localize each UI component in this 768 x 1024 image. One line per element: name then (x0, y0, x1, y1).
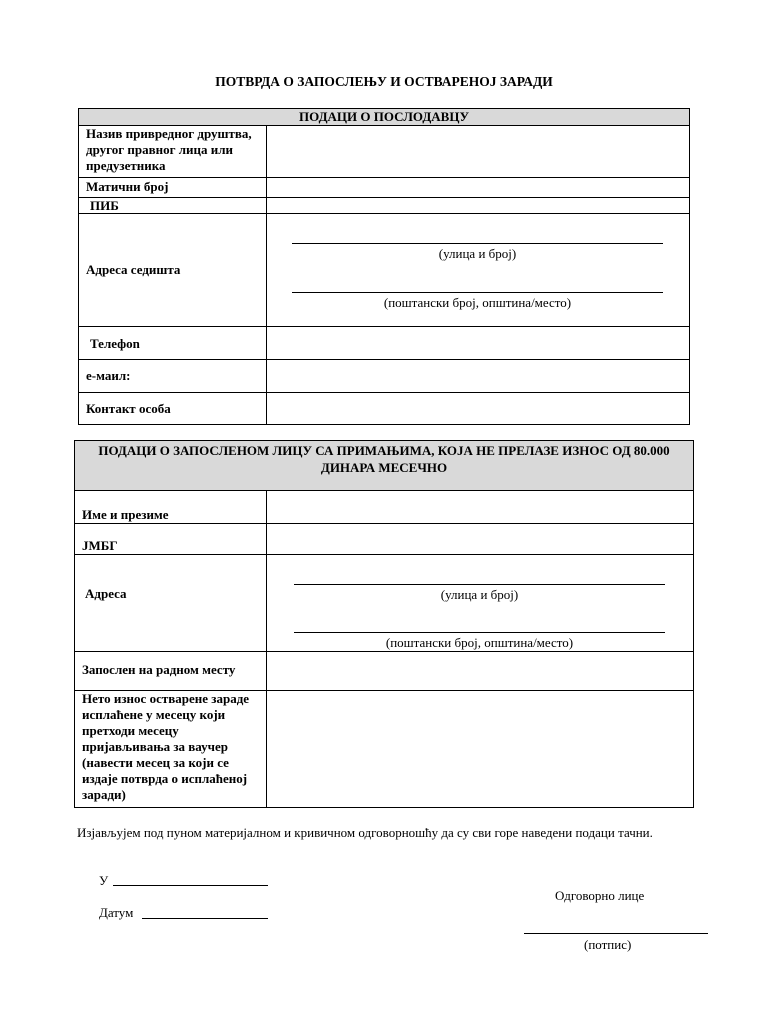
employee-postal-caption: (поштански број, општина/место) (385, 635, 574, 650)
net-salary-field[interactable] (267, 691, 692, 807)
job-position-label: Запослен на радном месту (82, 662, 236, 677)
signature-line[interactable] (524, 933, 708, 934)
employee-name-field[interactable] (267, 492, 692, 523)
employer-postal-line[interactable] (292, 292, 663, 293)
employee-postal-line[interactable] (294, 632, 665, 633)
email-field[interactable] (267, 360, 688, 392)
registration-number-field[interactable] (267, 178, 688, 197)
row-divider (75, 554, 693, 555)
employer-postal-caption: (поштански број, општина/место) (383, 295, 572, 310)
employer-street-line[interactable] (292, 243, 663, 244)
employee-street-caption: (улица и број) (440, 587, 519, 602)
place-label: У (99, 873, 109, 888)
company-name-field[interactable] (267, 126, 688, 177)
jmbg-label: ЈМБГ (82, 538, 118, 553)
employee-address-label: Адреса (85, 586, 127, 601)
employee-table (74, 440, 694, 808)
phone-label: Телефоn (90, 336, 140, 351)
date-label: Датум (99, 905, 134, 920)
tax-id-field[interactable] (267, 198, 688, 213)
company-name-label: Назив привредног друштва, другог правног лица или предузетника (86, 126, 252, 173)
phone-field[interactable] (267, 327, 688, 359)
registration-number-label: Матични број (86, 179, 169, 194)
document-title: ПОТВРДА О ЗАПОСЛЕЊУ И ОСТВАРЕНОЈ ЗАРАДИ (215, 74, 553, 89)
employee-street-line[interactable] (294, 584, 665, 585)
employee-name-label: Име и презиме (82, 507, 169, 522)
tax-id-label: ПИБ (90, 198, 119, 213)
contact-person-field[interactable] (267, 393, 688, 424)
employer-table-heading: ПОДАЦИ О ПОСЛОДАВЦУ (79, 109, 689, 126)
employer-address-label: Адреса седишта (86, 262, 181, 277)
row-divider (79, 213, 689, 214)
date-line[interactable] (142, 918, 268, 919)
employee-table-heading: ПОДАЦИ О ЗАПОСЛЕНОМ ЛИЦУ СА ПРИМАЊИМА, КОЈА НЕ ПРЕЛАЗЕ ИЗНОС ОД 80.000 ДИНАРА МЕСЕЧНО (75, 441, 693, 491)
jmbg-field[interactable] (267, 524, 692, 554)
job-position-field[interactable] (267, 652, 692, 690)
employer-table (78, 108, 690, 425)
net-salary-label: Нето износ остварене зараде исплаћене у месецу који претходи месецу пријављивања за ваучер (навести месец за који се издаје потврда о исплаћеној заради) (82, 691, 250, 802)
signature-caption: (потпис) (584, 937, 632, 952)
employer-street-caption: (улица и број) (438, 246, 517, 261)
place-line[interactable] (113, 885, 268, 886)
responsible-person-label: Одговорно лице (555, 888, 645, 903)
declaration-text: Изјављујем под пуном материјалном и кривичном одговорношћу да су сви горе наведени подаци тачни. (77, 825, 653, 840)
contact-person-label: Контакт особа (86, 401, 171, 416)
email-label: е-маил: (86, 368, 131, 383)
